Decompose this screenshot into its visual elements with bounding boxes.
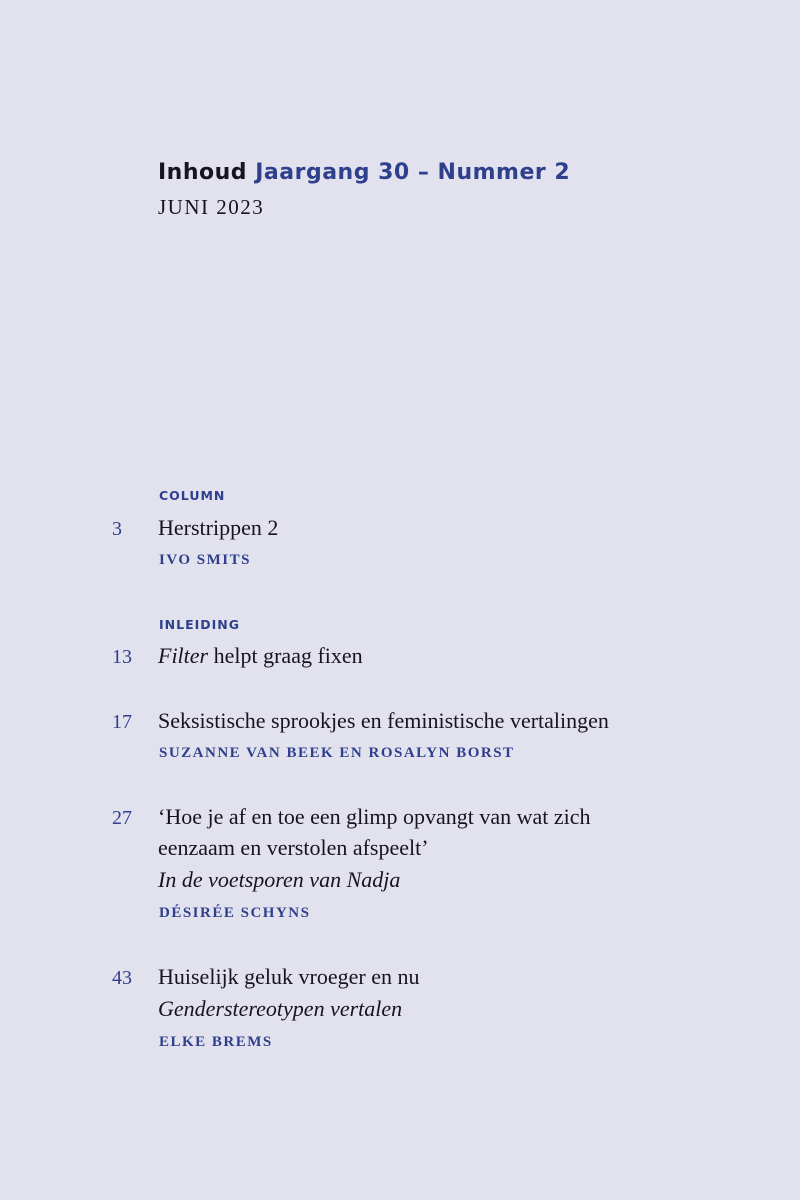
page-number: 27	[112, 807, 132, 829]
toc-header	[158, 158, 570, 224]
issue-date-text: JUNI 2023	[158, 195, 265, 219]
entry-subtitle: Genderstereotypen vertalen	[158, 996, 403, 1021]
issue-number: Jaargang 30 – Nummer 2	[255, 160, 571, 185]
issue-date	[158, 190, 570, 224]
section-label-column: COLUMN	[159, 488, 226, 503]
entry-subtitle: In de voetsporen van Nadja	[158, 867, 401, 892]
entry-author: SUZANNE VAN BEEK EN ROSALYN BORST	[159, 745, 515, 761]
entry-title-line2: eenzaam en verstolen afspeelt’	[158, 835, 429, 860]
entry-title-rest: helpt graag fixen	[208, 643, 363, 668]
entry-author: DÉSIRÉE SCHYNS	[159, 905, 311, 921]
toc-label: Inhoud	[158, 160, 248, 185]
entry-title: Herstrippen 2	[158, 515, 279, 540]
page-number: 13	[112, 646, 132, 668]
page-number: 3	[112, 518, 122, 540]
entry-author: ELKE BREMS	[159, 1034, 273, 1050]
page-number: 43	[112, 967, 132, 989]
page-number: 17	[112, 711, 132, 733]
entry-title: Seksistische sprookjes en feministische vertalingen	[158, 708, 609, 733]
entry-title	[158, 640, 363, 672]
entry-title-line1: ‘Hoe je af en toe een glimp opvangt van wat zich	[158, 804, 591, 829]
toc-heading	[158, 158, 570, 188]
entry-title: Huiselijk geluk vroeger en nu	[158, 964, 420, 989]
entry-author: IVO SMITS	[159, 552, 251, 568]
entry-title-italic: Filter	[158, 643, 209, 668]
section-label-inleiding: INLEIDING	[159, 617, 241, 632]
